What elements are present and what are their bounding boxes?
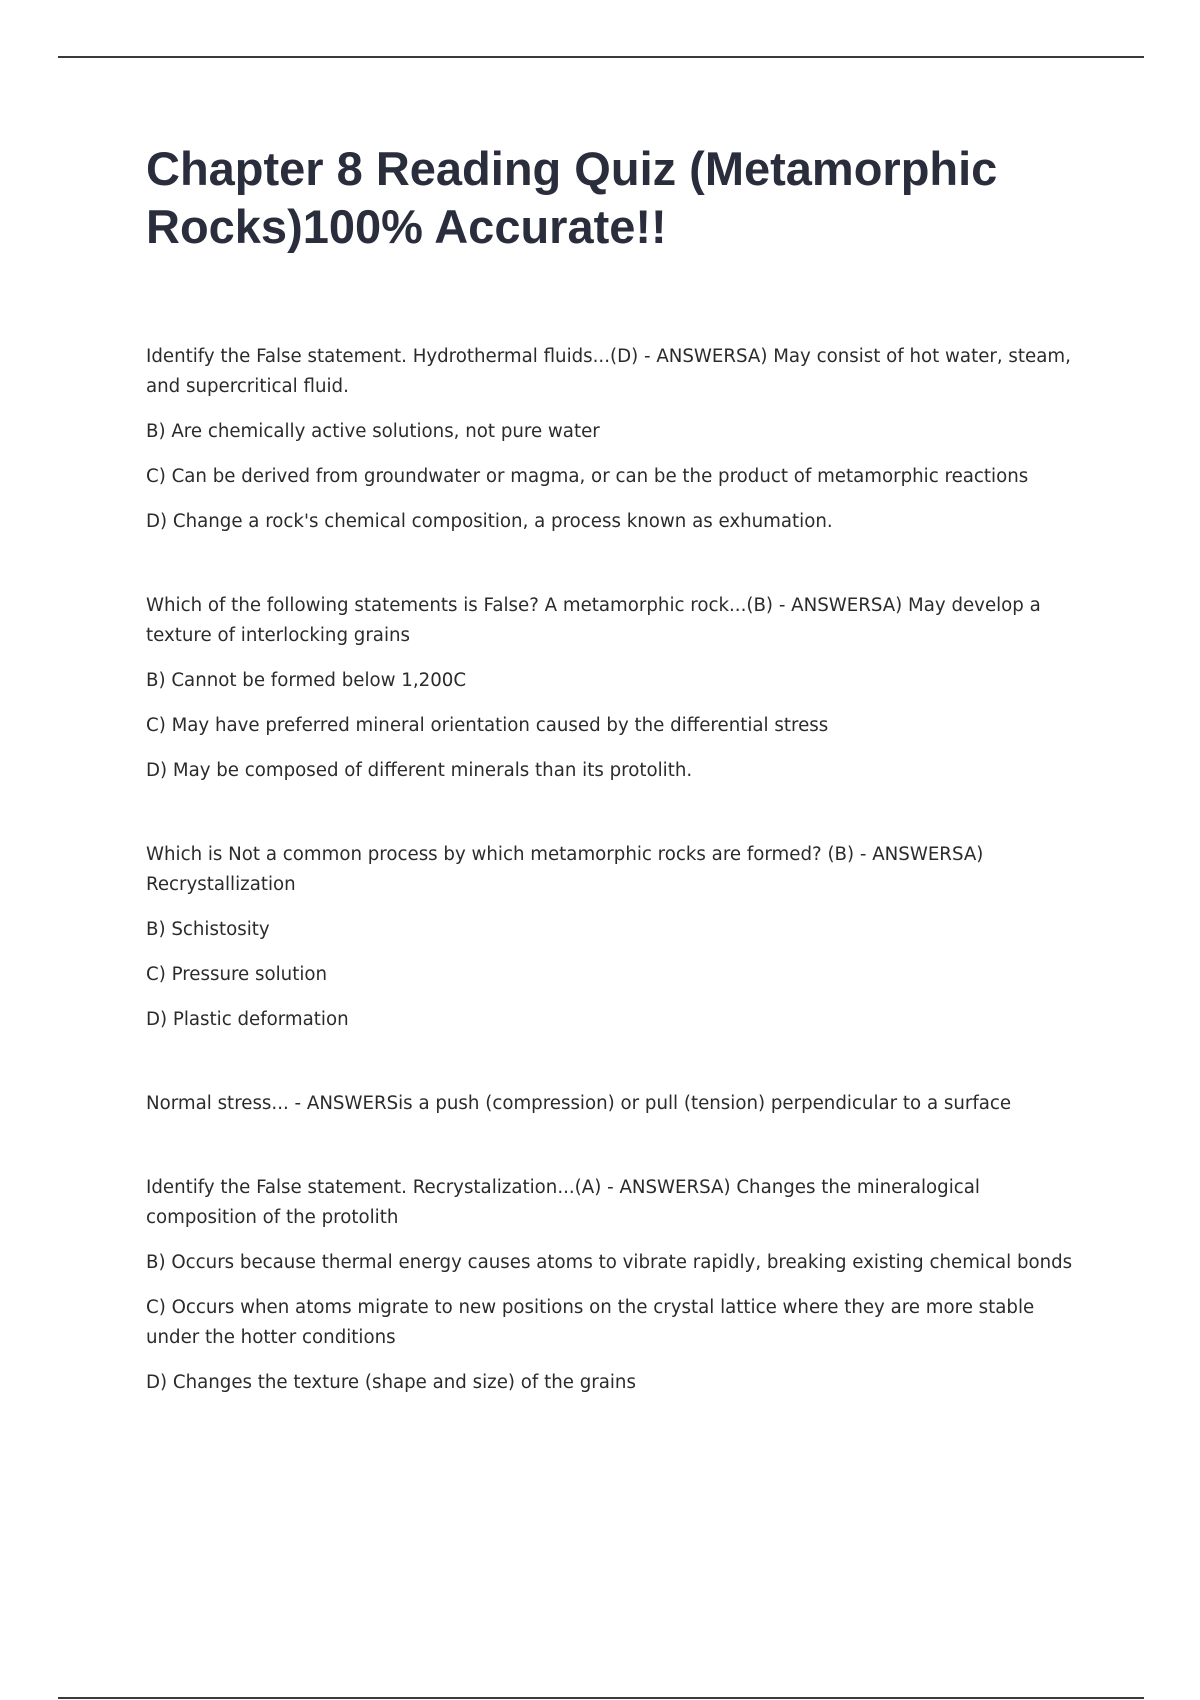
option-3d: D) Plastic deformation: [146, 1009, 349, 1030]
option-1d: D) Change a rock's chemical composition, a process known as exhumation.: [146, 511, 833, 532]
option-3c: C) Pressure solution: [146, 964, 328, 985]
option-5b: B) Occurs because thermal energy causes atoms to vibrate rapidly, breaking existing chemical bonds: [146, 1252, 1073, 1273]
qa-item-3: [146, 840, 1081, 1035]
question-2: Which of the following statements is False? A metamorphic rock...(B) - ANSWERSA) May develop a texture of interlocking grains: [146, 595, 1041, 646]
option-5c: C) Occurs when atoms migrate to new positions on the crystal lattice where they are more stable under the hotter conditions: [146, 1297, 1035, 1348]
qa-item-2: [146, 591, 1081, 786]
qa-item-1: [146, 342, 1081, 537]
option-1b: B) Are chemically active solutions, not pure water: [146, 421, 600, 442]
option-5d: D) Changes the texture (shape and size) of the grains: [146, 1372, 636, 1393]
document-title: Chapter 8 Reading Quiz (Metamorphic Rocks)100% Accurate!!: [146, 142, 998, 253]
document-body: [146, 140, 1081, 1452]
option-1c: C) Can be derived from groundwater or magma, or can be the product of metamorphic reactions: [146, 466, 1029, 487]
option-2b: B) Cannot be formed below 1,200C: [146, 670, 467, 691]
question-1: Identify the False statement. Hydrothermal fluids...(D) - ANSWERSA) May consist of hot water, steam, and supercritical fluid.: [146, 346, 1071, 397]
option-3b: B) Schistosity: [146, 919, 270, 940]
option-2d: D) May be composed of different minerals than its protolith.: [146, 760, 693, 781]
question-4: Normal stress... - ANSWERSis a push (compression) or pull (tension) perpendicular to a surface: [146, 1093, 1012, 1114]
question-3: Which is Not a common process by which metamorphic rocks are formed? (B) - ANSWERSA) Recrystallization: [146, 844, 984, 895]
question-5: Identify the False statement. Recrystalization...(A) - ANSWERSA) Changes the mineralogical composition of the protolith: [146, 1177, 980, 1228]
bottom-divider: [58, 1697, 1144, 1699]
qa-item-5: [146, 1173, 1081, 1398]
top-divider: [58, 56, 1144, 58]
qa-item-4: [146, 1089, 1081, 1119]
qa-list: [146, 342, 1081, 1398]
option-2c: C) May have preferred mineral orientation caused by the differential stress: [146, 715, 829, 736]
